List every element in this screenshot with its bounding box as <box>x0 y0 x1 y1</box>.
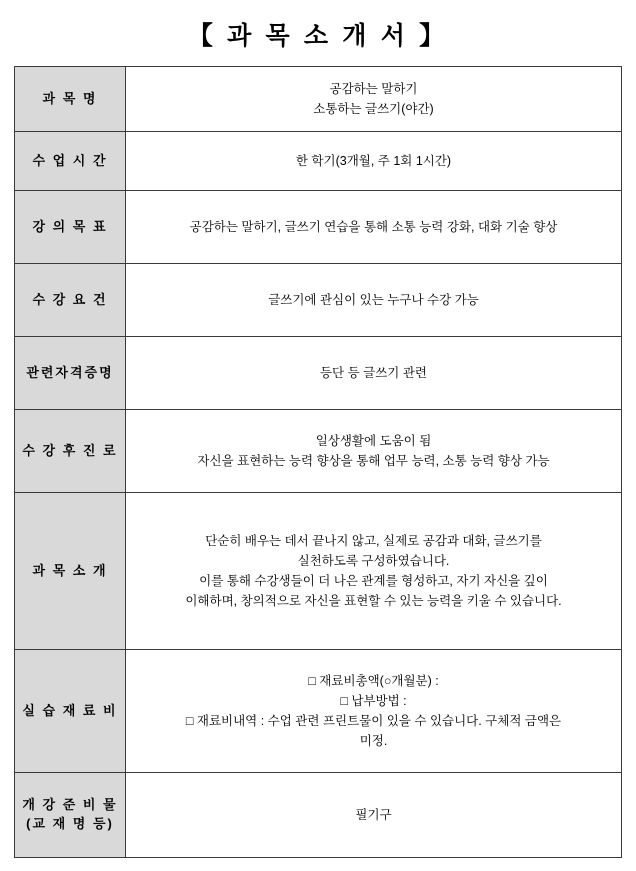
course-introduction-line-1: 단순히 배우는 데서 끝나지 않고, 실제로 공감과 대화, 글쓰기를 <box>205 534 542 548</box>
row-label-class-time: 수 업 시 간 <box>15 132 126 191</box>
table-row-class-time <box>15 132 622 191</box>
row-value-course-introduction <box>126 493 622 650</box>
row-value-career-path <box>126 410 622 493</box>
row-label-course-introduction: 과 목 소 개 <box>15 493 126 650</box>
course-introduction-line-2: 실천하도록 구성하였습니다. <box>297 554 450 568</box>
material-fee-payment-method: □ 납부방법 : <box>340 694 407 708</box>
table-row-subject-name <box>15 67 622 132</box>
subject-name-line-2: 소통하는 글쓰기(야간) <box>313 102 434 116</box>
career-path-line-2: 자신을 표현하는 능력 향상을 통해 업무 능력, 소통 능력 향상 가능 <box>197 454 550 468</box>
course-introduction-line-4: 이해하며, 창의적으로 자신을 표현할 수 있는 능력을 키울 수 있습니다. <box>185 594 562 608</box>
row-value-requirements <box>126 264 622 337</box>
table-row-course-goal <box>15 191 622 264</box>
row-value-subject-name <box>126 67 622 132</box>
course-info-table <box>14 66 622 858</box>
certification-line-1: 등단 등 글쓰기 관련 <box>319 366 428 380</box>
row-value-material-fee <box>126 650 622 773</box>
requirements-line-1: 글쓰기에 관심이 있는 누구나 수강 가능 <box>268 293 479 307</box>
material-fee-details-cont: 미정. <box>359 734 388 748</box>
table-row-requirements <box>15 264 622 337</box>
subject-name-line-1: 공감하는 말하기 <box>329 82 418 96</box>
row-label-course-goal: 강 의 목 표 <box>15 191 126 264</box>
course-introduction-document <box>0 16 636 871</box>
course-introduction-line-3: 이를 통해 수강생들이 더 나은 관계를 형성하고, 자기 자신을 깊이 <box>199 574 548 588</box>
row-value-class-time <box>126 132 622 191</box>
class-time-line-1: 한 학기(3개월, 주 1회 1시간) <box>295 154 452 168</box>
row-value-course-goal <box>126 191 622 264</box>
page-title: 【 과 목 소 개 서 】 <box>187 23 449 50</box>
preparation-label-line-2: (교 재 명 등) <box>26 816 114 831</box>
table-row-preparation-items <box>15 773 622 858</box>
table-row-course-introduction <box>15 493 622 650</box>
row-label-requirements: 수 강 요 건 <box>15 264 126 337</box>
row-value-preparation-items <box>126 773 622 858</box>
row-label-preparation-items <box>15 773 126 858</box>
row-label-career-path: 수 강 후 진 로 <box>15 410 126 493</box>
preparation-label-line-1: 개 강 준 비 물 <box>22 797 118 813</box>
material-fee-total: □ 재료비총액(○개월분) : <box>308 674 439 688</box>
course-goal-line-1: 공감하는 말하기, 글쓰기 연습을 통해 소통 능력 강화, 대화 기술 향상 <box>189 220 558 234</box>
table-row-certification <box>15 337 622 410</box>
row-label-subject-name: 과 목 명 <box>15 67 126 132</box>
row-label-material-fee: 실 습 재 료 비 <box>15 650 126 773</box>
career-path-line-1: 일상생활에 도움이 됨 <box>315 434 432 448</box>
row-label-certification: 관련자격증명 <box>15 337 126 410</box>
preparation-items-line-1: 필기구 <box>355 808 392 822</box>
material-fee-details: □ 재료비내역 : 수업 관련 프린트물이 있을 수 있습니다. 구체적 금액은 <box>185 714 562 728</box>
row-value-certification <box>126 337 622 410</box>
table-row-career-path <box>15 410 622 493</box>
table-row-material-fee <box>15 650 622 773</box>
